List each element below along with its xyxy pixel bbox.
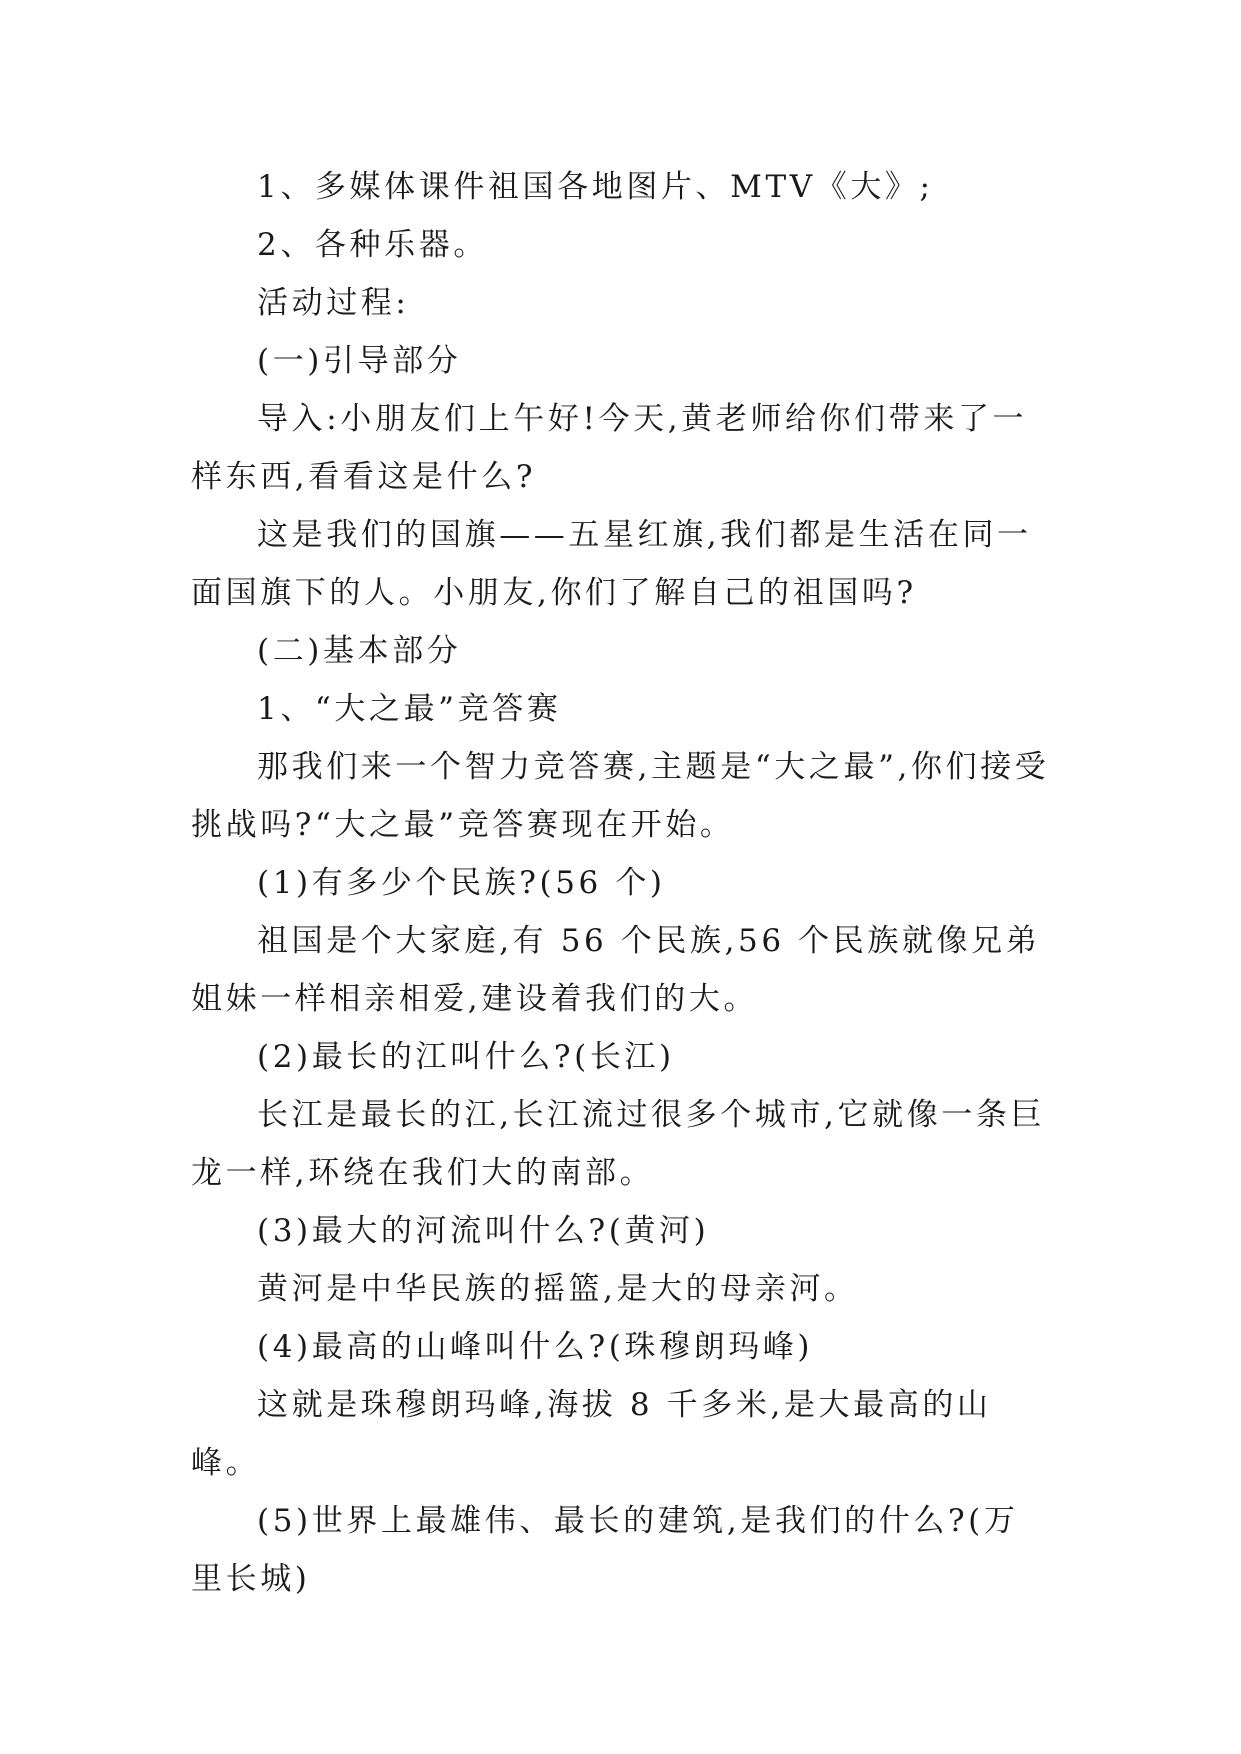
section-heading-basic: (二)基本部分	[257, 633, 462, 669]
section-heading-process: 活动过程:	[257, 285, 410, 321]
answer-2: 长江是最长的江,长江流过很多个城市,它就像一条巨龙一样,环绕在我们大的南部。	[191, 1097, 1046, 1191]
paragraph-materials-1: 1、多媒体课件祖国各地图片、MTV《大》;	[257, 169, 934, 205]
paragraph-materials-2: 2、各种乐器。	[257, 227, 488, 263]
document-body	[191, 158, 1053, 1608]
section-heading-intro: (一)引导部分	[257, 343, 462, 379]
paragraph-intro: 导入:小朋友们上午好!今天,黄老师给你们带来了一样东西,看看这是什么?	[191, 401, 1028, 495]
question-3: (3)最大的河流叫什么?(黄河)	[257, 1213, 710, 1249]
answer-3: 黄河是中华民族的摇篮,是大的母亲河。	[257, 1271, 859, 1307]
question-2: (2)最长的江叫什么?(长江)	[257, 1039, 675, 1075]
subheading-quiz: 1、“大之最”竞答赛	[257, 691, 562, 727]
paragraph-quiz-intro: 那我们来一个智力竞答赛,主题是“大之最”,你们接受挑战吗?“大之最”竞答赛现在开始。	[191, 749, 1050, 843]
answer-1: 祖国是个大家庭,有 56 个民族,56 个民族就像兄弟姐妹一样相亲相爱,建设着我们的大。	[191, 923, 1041, 1017]
question-1: (1)有多少个民族?(56 个)	[257, 865, 666, 901]
paragraph-flag: 这是我们的国旗——五星红旗,我们都是生活在同一面国旗下的人。小朋友,你们了解自己的祖国吗?	[191, 517, 1032, 611]
answer-4: 这就是珠穆朗玛峰,海拔 8 千多米,是大最高的山峰。	[191, 1387, 992, 1481]
question-5: (5)世界上最雄伟、最长的建筑,是我们的什么?(万里长城)	[191, 1503, 1019, 1597]
question-4: (4)最高的山峰叫什么?(珠穆朗玛峰)	[257, 1329, 814, 1365]
